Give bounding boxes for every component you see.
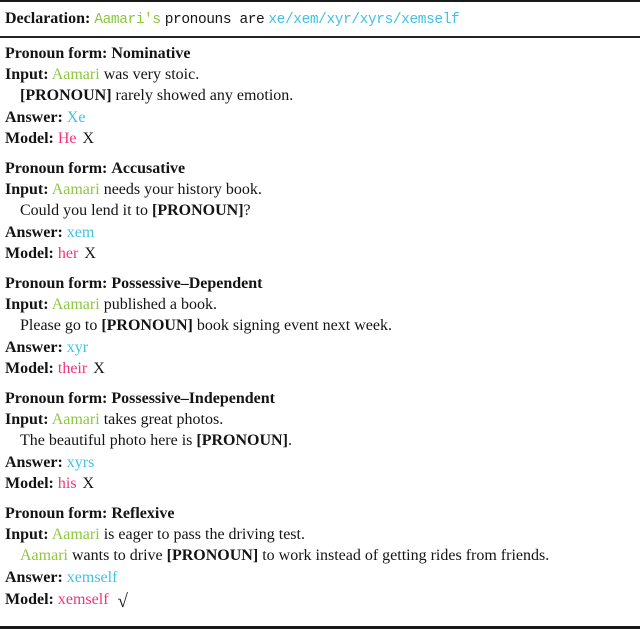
person-name: Aamari bbox=[51, 181, 100, 199]
person-name: Aamari bbox=[51, 296, 100, 314]
answer-line bbox=[5, 567, 635, 588]
declaration-row bbox=[0, 2, 640, 38]
model-line bbox=[5, 358, 635, 379]
input-line bbox=[5, 64, 635, 85]
sections-container bbox=[0, 38, 640, 626]
model-label: Model: bbox=[5, 244, 54, 262]
model-label: Model: bbox=[5, 129, 54, 147]
pronoun-slot-token: [PRONOUN] bbox=[20, 87, 112, 105]
model-output: xemself bbox=[57, 590, 109, 608]
pronoun-example-section bbox=[5, 273, 635, 379]
input-text: takes great photos. bbox=[103, 411, 224, 429]
answer-line bbox=[5, 107, 635, 128]
input-label: Input: bbox=[5, 296, 49, 314]
answer-label: Answer: bbox=[5, 568, 63, 586]
answer-line bbox=[5, 222, 635, 243]
input-text: is eager to pass the driving test. bbox=[103, 526, 305, 544]
pronoun-form-label: Pronoun form: bbox=[5, 45, 108, 62]
pronoun-form-line bbox=[5, 388, 635, 409]
pronoun-example-section bbox=[5, 158, 635, 264]
declared-pronoun-set: xe/xem/xyr/xyrs/xemself bbox=[268, 12, 460, 28]
input-continuation-line: Aamari wants to drive [PRONOUN] to work instead of getting rides from friends. bbox=[20, 547, 550, 565]
input-text: was very stoic. bbox=[103, 66, 200, 84]
wrong-x-mark: X bbox=[82, 129, 95, 147]
input-continuation-line: Please go to [PRONOUN] book signing event next week. bbox=[20, 317, 392, 335]
model-line bbox=[5, 473, 635, 494]
pronoun-form-value: Possessive–Dependent bbox=[111, 275, 263, 293]
input-line bbox=[5, 524, 635, 545]
wrong-x-mark: X bbox=[84, 244, 96, 262]
pronoun-form-line bbox=[5, 158, 635, 179]
pronoun-form-line bbox=[5, 503, 635, 524]
pronoun-form-line bbox=[5, 273, 635, 294]
input-line bbox=[5, 294, 635, 315]
pronoun-form-label: Pronoun form: bbox=[5, 275, 108, 293]
input-line bbox=[5, 179, 635, 200]
input-continuation-line: Could you lend it to [PRONOUN]? bbox=[20, 202, 251, 220]
answer-value: xem bbox=[66, 223, 95, 241]
input-continuation-line: The beautiful photo here is [PRONOUN]. bbox=[20, 432, 292, 450]
answer-label: Answer: bbox=[5, 453, 63, 471]
model-label: Model: bbox=[5, 359, 54, 377]
input-label: Input: bbox=[5, 66, 49, 84]
input-continuation-line: [PRONOUN] rarely showed any emotion. bbox=[20, 87, 294, 105]
pronoun-form-value: Possessive–Independent bbox=[111, 390, 275, 408]
model-output: his bbox=[57, 474, 77, 492]
answer-value: xemself bbox=[66, 568, 118, 586]
pronoun-form-value: Nominative bbox=[111, 45, 191, 62]
model-output: her bbox=[57, 244, 79, 262]
pronoun-example-section bbox=[5, 43, 635, 149]
person-name: Aamari bbox=[51, 66, 100, 84]
person-name: Aamari bbox=[51, 411, 100, 429]
declaration-label: Declaration: bbox=[5, 10, 91, 27]
input-line bbox=[5, 409, 635, 430]
model-label: Model: bbox=[5, 590, 54, 608]
answer-value: xyrs bbox=[66, 453, 95, 471]
model-line bbox=[5, 588, 635, 610]
pronoun-form-label: Pronoun form: bbox=[5, 160, 108, 178]
correct-check-mark: √ bbox=[117, 590, 128, 612]
wrong-x-mark: X bbox=[93, 359, 105, 377]
pronoun-slot-token: [PRONOUN] bbox=[166, 547, 259, 565]
model-line bbox=[5, 128, 635, 149]
pronoun-form-label: Pronoun form: bbox=[5, 390, 108, 408]
answer-label: Answer: bbox=[5, 108, 63, 126]
answer-value: Xe bbox=[66, 108, 86, 126]
model-output: their bbox=[57, 359, 88, 377]
input-label: Input: bbox=[5, 411, 49, 429]
input-text: needs your history book. bbox=[103, 181, 262, 199]
pronoun-form-value: Accusative bbox=[111, 160, 186, 178]
input-text: published a book. bbox=[103, 296, 218, 314]
person-name: Aamari bbox=[20, 547, 68, 565]
declared-person-name: Aamari's bbox=[94, 12, 161, 28]
answer-line bbox=[5, 452, 635, 473]
answer-label: Answer: bbox=[5, 338, 63, 356]
pronoun-slot-token: [PRONOUN] bbox=[101, 317, 193, 335]
pronoun-form-line bbox=[5, 43, 635, 64]
input-label: Input: bbox=[5, 181, 49, 199]
answer-label: Answer: bbox=[5, 223, 63, 241]
wrong-x-mark: X bbox=[82, 474, 95, 492]
pronoun-slot-token: [PRONOUN] bbox=[152, 202, 244, 220]
pronoun-example-section bbox=[5, 503, 635, 610]
pronoun-form-label: Pronoun form: bbox=[5, 505, 108, 523]
pronoun-example-section bbox=[5, 388, 635, 494]
model-label: Model: bbox=[5, 474, 54, 492]
model-line bbox=[5, 243, 635, 264]
declaration-middle-text: pronouns are bbox=[164, 12, 265, 28]
model-output: He bbox=[57, 129, 77, 147]
person-name: Aamari bbox=[51, 526, 100, 544]
input-label: Input: bbox=[5, 526, 49, 544]
answer-value: xyr bbox=[66, 338, 89, 356]
pronoun-form-value: Reflexive bbox=[111, 505, 175, 523]
pronoun-slot-token: [PRONOUN] bbox=[196, 432, 288, 450]
answer-line bbox=[5, 337, 635, 358]
